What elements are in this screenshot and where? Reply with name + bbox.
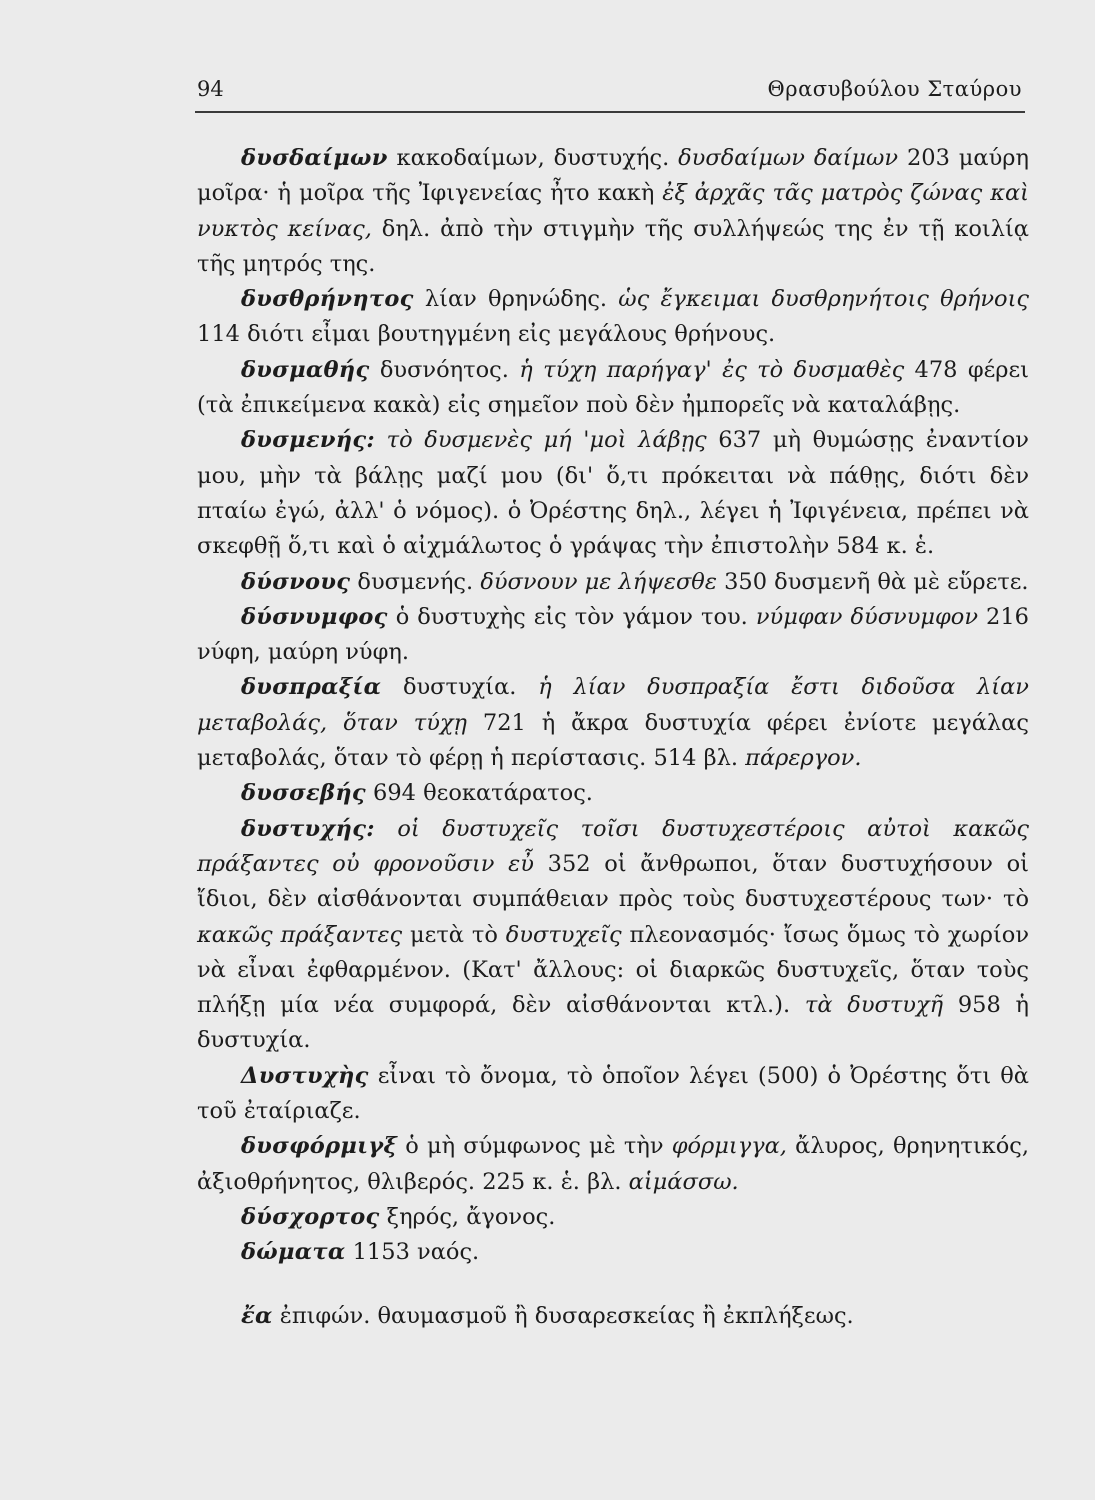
entry-headword: δυσθρήνητος <box>241 286 414 313</box>
glossary-entry <box>197 1059 1029 1130</box>
entry-definition: ξηρός, ἄγονος. <box>379 1203 556 1230</box>
glossary-entry <box>197 282 1029 353</box>
entry-definition: 352 οἱ ἄνθρωποι, ὅταν δυστυχήσουν οἱ ἴδιοι, δὲν αἰσθάνονται συμπάθειαν πρὸς τοὺς δυστυχεστέρους των· τὸ <box>197 850 1029 913</box>
entry-quotation: ἡ τύχη παρήγαγ' ἐς τὸ δυσμαθὲς <box>519 356 905 383</box>
entry-headword: δυσφόρμιγξ <box>241 1133 398 1160</box>
entry-quotation: ἡ λίαν δυσπραξία ἔστι διδοῦσα λίαν μεταβολάς, ὅταν τύχῃ <box>197 674 1029 736</box>
entry-definition: 114 διότι εἶμαι βουτηγμένη εἰς μεγάλους θρήνους. <box>197 321 776 348</box>
entry-quotation: τὰ δυστυχῆ <box>804 992 944 1019</box>
entry-definition: 203 μαύρη μοῖρα· ἡ μοῖρα τῆς Ἰφιγενείας ἦτο κακὴ <box>197 145 1029 207</box>
entry-definition <box>375 427 387 453</box>
entry-headword: δυσμαθής <box>241 356 370 383</box>
entry-definition: ὁ δυστυχὴς εἰς τὸν γάμον του. <box>387 603 756 630</box>
entry-quotation: οἱ δυστυχεῖς τοῖσι δυστυχεστέροις αὐτοὶ κακῶς πράξαντες οὐ φρονοῦσιν εὖ <box>197 815 1029 877</box>
entry-definition: ἄλυρος, θρηνητικός, ἀξιοθρήνητος, θλιβερός. 225 κ. ἑ. βλ. <box>197 1133 1030 1195</box>
entry-quotation: δυστυχεῖς <box>505 921 622 948</box>
entry-definition: ἐπιφών. θαυμασμοῦ ἢ δυσαρεσκείας ἢ ἐκπλήξεως. <box>272 1302 854 1329</box>
header-rule <box>195 111 1025 113</box>
entry-quotation: φόρμιγγα, <box>671 1133 787 1160</box>
entry-definition: κακοδαίμων, δυστυχής. <box>387 145 679 171</box>
entry-definition: πλεονασμός· ἴσως ὅμως τὸ χωρίον νὰ εἶναι ἐφθαρμένον. (Κατ' ἄλλους: οἱ διαρκῶς δυστυχεῖς, ὅταν τοὺς πλήξῃ μία νέα συμφορά, δὲν αἰσθάνονται κτλ.). <box>197 921 1029 1019</box>
entry-headword: δύσχορτος <box>241 1203 380 1230</box>
glossary-entry <box>197 1129 1029 1200</box>
glossary-entry <box>197 600 1029 671</box>
glossary-entries <box>197 141 1029 1334</box>
glossary-entry <box>197 1299 1029 1334</box>
entry-headword: δυστυχής: <box>241 815 375 842</box>
entry-definition: 216 νύφη, μαύρη νύφη. <box>197 603 1029 666</box>
page-header <box>197 77 1022 107</box>
glossary-entry <box>197 812 1029 1059</box>
entry-headword: ἔα <box>241 1302 273 1329</box>
glossary-entry <box>197 423 1029 564</box>
running-head: Θρασυβούλου Σταύρου <box>767 77 1022 101</box>
entry-quotation: τὸ δυσμενὲς μή 'μοὶ λάβῃς <box>386 427 707 454</box>
entry-quotation: κακῶς πράξαντες <box>197 921 403 948</box>
glossary-entry <box>197 141 1029 282</box>
entry-quotation: νύμφαν δύσνυμφον <box>755 603 979 630</box>
entry-headword: δυσπραξία <box>241 674 382 701</box>
glossary-entry <box>197 353 1029 424</box>
entry-headword: δύσνους <box>241 568 351 595</box>
glossary-entry <box>197 1200 1029 1235</box>
entry-definition: 1153 ναός. <box>345 1239 480 1266</box>
page-number: 94 <box>197 77 224 101</box>
glossary-entry <box>197 670 1029 776</box>
entry-definition: εἶναι τὸ ὄνομα, τὸ ὁποῖον λέγει (500) ὁ Ὀρέστης ὅτι θὰ τοῦ ἐταίριαζε. <box>197 1062 1029 1125</box>
entry-quotation: δυσδαίμων δαίμων <box>678 145 899 171</box>
entry-headword: δυσσεβής <box>241 780 366 807</box>
entry-definition: 694 θεοκατάρατος. <box>365 780 593 807</box>
entry-definition: μετὰ τὸ <box>402 921 506 948</box>
entry-headword: Δυστυχὴς <box>241 1062 369 1089</box>
entry-definition: 637 μὴ θυμώσῃς ἐναντίον μου, μὴν τὰ βάλῃς μαζί μου (δι' ὅ,τι πρόκειται νὰ πάθῃς, διότι δὲν πταίω ἐγώ, ἀλλ' ὁ νόμος). ὁ Ὀρέστης δηλ., λέγει ἡ Ἰφιγένεια, πρέπει νὰ σκεφθῇ ὅ,τι καὶ ὁ αἰχμάλωτος ὁ γράψας τὴν ἐπιστολὴν 584 κ. ἑ. <box>197 427 1029 560</box>
glossary-entry <box>197 776 1029 811</box>
entry-quotation: αἱμάσσω. <box>628 1168 739 1195</box>
entry-definition: ὁ μὴ σύμφωνος μὲ τὴν <box>397 1133 672 1160</box>
entry-definition: δυστυχία. <box>381 674 539 701</box>
entry-quotation: δύσνουν με λήψεσθε <box>480 568 717 595</box>
entry-definition: 958 ἡ δυστυχία. <box>197 992 1029 1054</box>
entry-definition: δυσμενής. <box>350 568 481 595</box>
entry-quotation: πάρεργον. <box>745 745 862 772</box>
entry-definition: 478 φέρει (τὰ ἐπικείμενα κακὰ) εἰς σημεῖον ποὺ δὲν ἠμπορεῖς νὰ καταλάβῃς. <box>197 356 1030 419</box>
entry-definition: λίαν θρηνώδης. <box>413 286 619 313</box>
entry-definition: 721 ἡ ἄκρα δυστυχία φέρει ἐνίοτε μεγάλας μεταβολάς, ὅταν τὸ φέρῃ ἡ περίστασις. 514 βλ. <box>197 709 1029 772</box>
entry-definition <box>375 816 398 842</box>
entry-headword: δυσδαίμων <box>241 145 388 171</box>
entry-headword: δυσμενής: <box>241 427 376 454</box>
entry-definition: 350 δυσμενῆ θὰ μὲ εὕρετε. <box>716 568 1029 595</box>
entry-definition: δυσνόητος. <box>369 356 520 383</box>
glossary-entry <box>197 1235 1029 1270</box>
entry-quotation: ἐξ ἀρχᾶς τᾶς ματρὸς ζώνας καὶ νυκτὸς κείνας, <box>197 180 1029 242</box>
entry-quotation: ὡς ἔγκειμαι δυσθρηνήτοις θρήνοις <box>618 286 1029 313</box>
entry-definition: δηλ. ἀπὸ τὴν στιγμὴν τῆς συλλήψεώς της ἐν τῇ κοιλίᾳ τῆς μητρός της. <box>197 215 1030 277</box>
glossary-entry <box>197 565 1029 600</box>
entry-headword: δώματα <box>241 1239 346 1266</box>
entry-headword: δύσνυμφος <box>241 603 388 630</box>
